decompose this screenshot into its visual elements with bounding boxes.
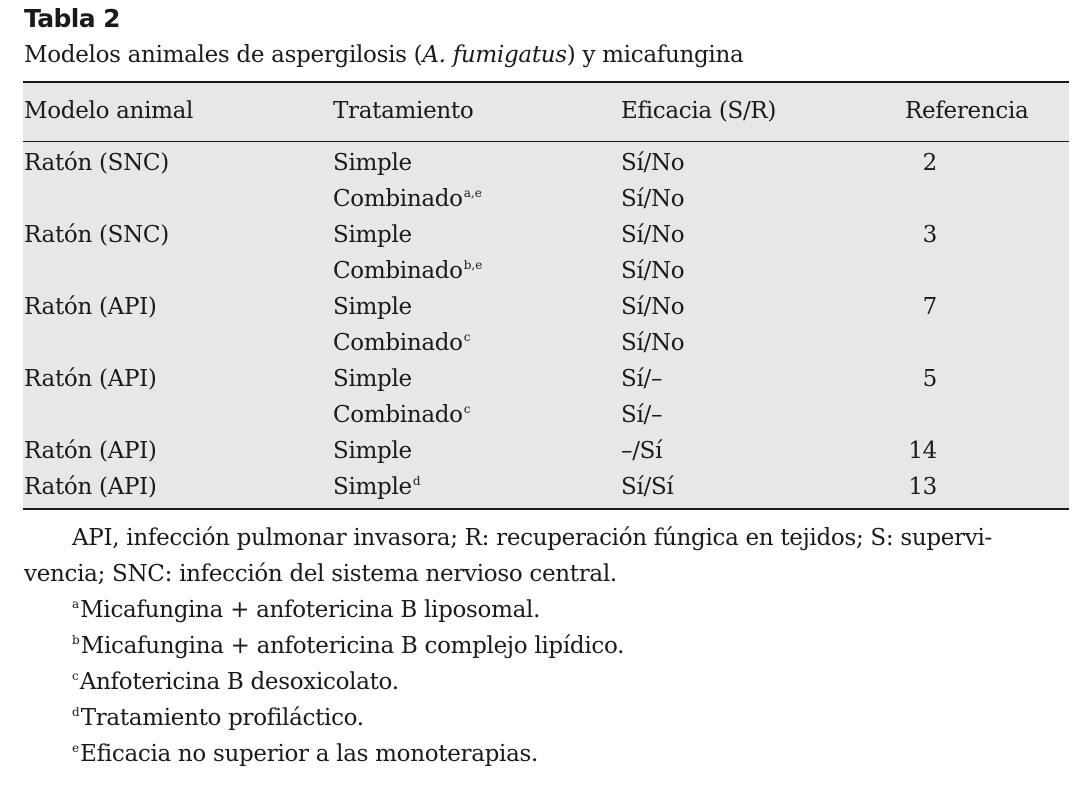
table-cell-efficacy: Sí/–: [621, 366, 663, 392]
footnote-c: $^c$Anfotericina B desoxicolato.: [72, 669, 399, 695]
table-cell-efficacy: Sí/No: [621, 222, 685, 248]
table-cell-treatment: Simple: [333, 150, 412, 176]
table-cell-reference: 13: [908, 474, 937, 500]
footnote-mark: c: [72, 669, 79, 683]
footnote-mark: a: [72, 597, 80, 611]
table-cell-model: Ratón (API): [24, 366, 157, 392]
table-cell-model: Ratón (API): [24, 474, 157, 500]
footnote-mark: d: [72, 705, 80, 719]
table-cell-model: Ratón (API): [24, 438, 157, 464]
table-cell-treatment: Simple$^d$: [333, 474, 421, 500]
footnote-d: $^d$Tratamiento profiláctico.: [72, 705, 364, 731]
table-cell-model: Ratón (API): [24, 294, 157, 320]
table-cell-efficacy: Sí/No: [621, 258, 685, 284]
footnote-e: $^e$Eficacia no superior a las monoterapias.: [72, 741, 539, 767]
table-cell-efficacy: Sí/No: [621, 330, 685, 356]
table-cell-efficacy: Sí/No: [621, 294, 685, 320]
table-cell-treatment: Combinado$^{b,e}$: [333, 258, 483, 284]
footnote-mark: a,e: [463, 186, 482, 200]
table-cell-reference: 7: [922, 294, 937, 320]
header-eficacia: Eficacia (S/R): [621, 98, 777, 124]
footnote-mark: c: [463, 402, 471, 416]
header-referencia: Referencia: [905, 98, 1029, 124]
table-cell-reference: 3: [922, 222, 937, 248]
table-cell-efficacy: Sí/–: [621, 402, 663, 428]
table-cell-treatment: Combinado$^{a,e}$: [333, 186, 482, 212]
footnote-mark: e: [72, 741, 80, 755]
footnote-mark: b: [72, 633, 80, 647]
header-tratamiento: Tratamiento: [333, 98, 474, 124]
abbreviations-note-line-1: API, infección pulmonar invasora; R: recuperación fúngica en tejidos; S: supervi-: [72, 525, 992, 551]
footnote-mark: b,e: [463, 258, 483, 272]
table-cell-efficacy: Sí/No: [621, 186, 685, 212]
footnote-b: $^b$Micafungina + anfotericina B complejo lipídico.: [72, 633, 625, 659]
data-table: [23, 81, 1069, 510]
table-cell-reference: 2: [922, 150, 937, 176]
table-cell-efficacy: Sí/Sí: [621, 474, 674, 500]
table-cell-reference: 5: [922, 366, 937, 392]
table-cell-treatment: Simple: [333, 222, 412, 248]
title-text-start: Modelos animales de aspergilosis (: [24, 42, 423, 68]
footnote-mark: d: [412, 474, 421, 488]
table-cell-treatment: Simple: [333, 438, 412, 464]
title-species: A. fumigatus: [422, 42, 567, 68]
header-modelo-animal: Modelo animal: [24, 98, 194, 124]
abbreviations-note-line-2: vencia; SNC: infección del sistema nervioso central.: [24, 561, 617, 587]
table-cell-model: Ratón (SNC): [24, 222, 169, 248]
header-divider: [23, 141, 1069, 142]
table-label: Tabla 2: [24, 4, 120, 33]
footnote-a: $^a$Micafungina + anfotericina B liposomal.: [72, 597, 541, 623]
table-cell-treatment: Simple: [333, 294, 412, 320]
table-cell-treatment: Simple: [333, 366, 412, 392]
title-text-end: ) y micafungina: [566, 42, 744, 68]
table-title: [24, 38, 743, 72]
table-cell-treatment: Combinado$^c$: [333, 402, 471, 428]
table-cell-model: Ratón (SNC): [24, 150, 169, 176]
table-cell-efficacy: –/Sí: [621, 438, 663, 464]
table-cell-reference: 14: [908, 438, 937, 464]
footnote-mark: c: [463, 330, 471, 344]
table-cell-treatment: Combinado$^c$: [333, 330, 471, 356]
table-cell-efficacy: Sí/No: [621, 150, 685, 176]
